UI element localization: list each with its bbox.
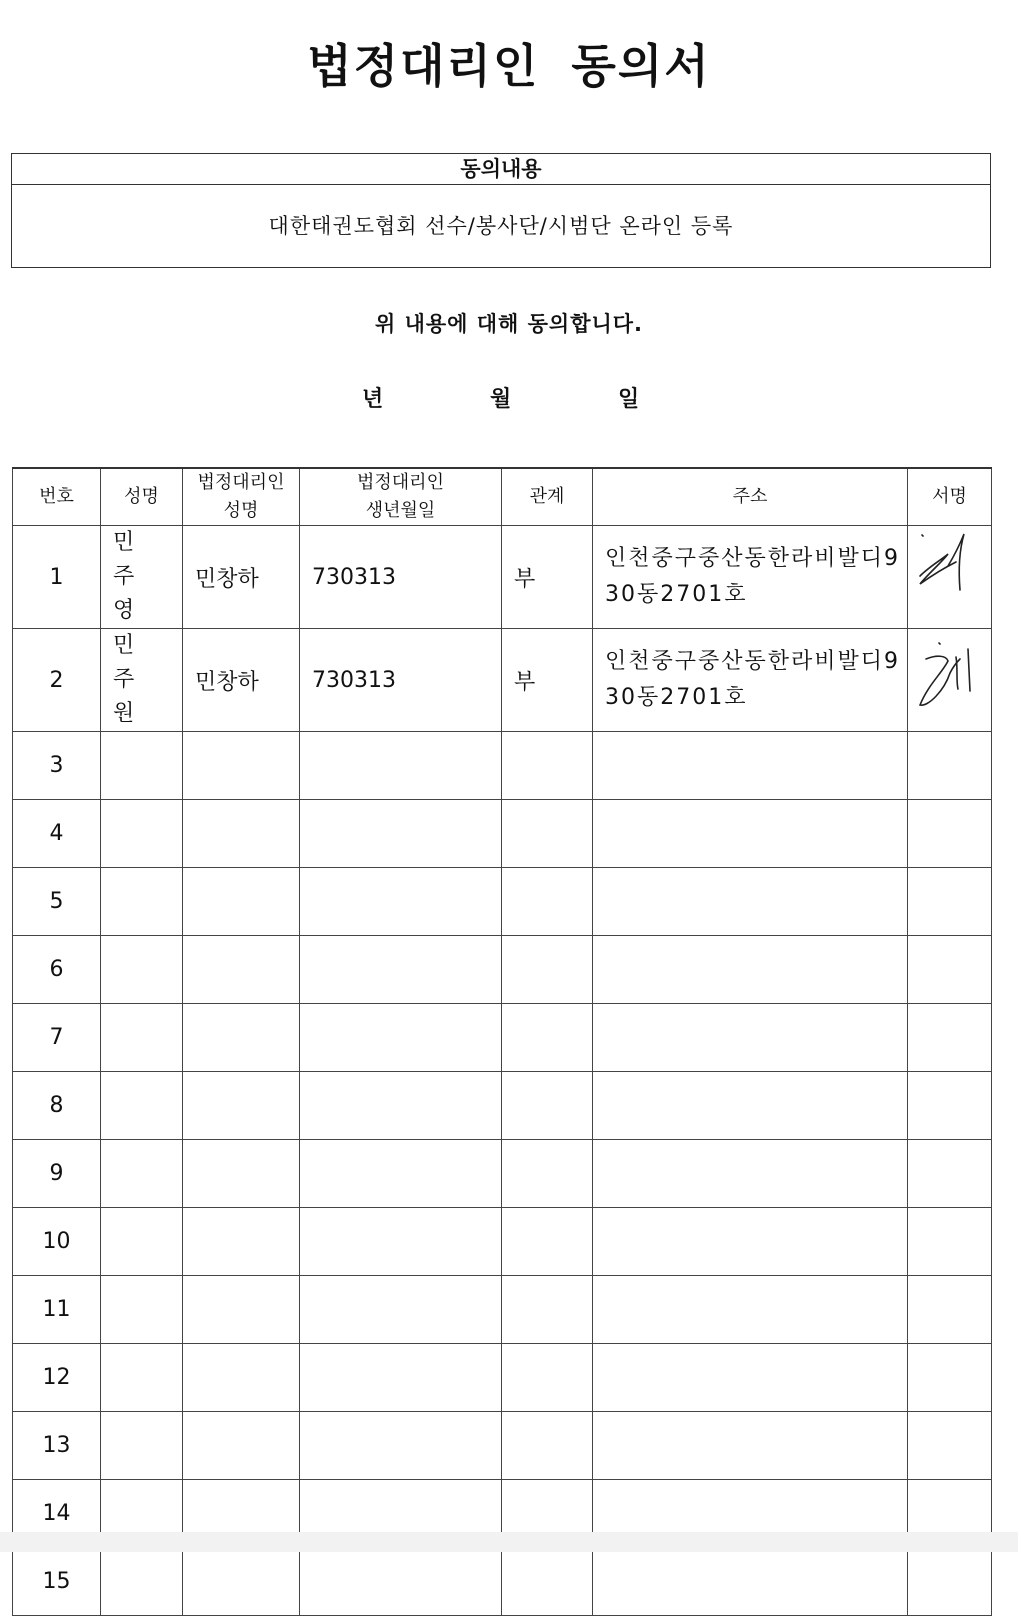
cell-guardian-birth: 730313 — [300, 629, 502, 732]
cell-guardian-name — [183, 868, 300, 936]
cell-signature — [908, 1004, 992, 1072]
cell-address — [593, 1412, 908, 1480]
cell-name — [101, 1140, 183, 1208]
cell-signature — [908, 1072, 992, 1140]
cell-number: 7 — [13, 1004, 101, 1072]
agree-statement: 위 내용에 대해 동의합니다. — [374, 312, 644, 336]
cell-relation — [502, 1140, 593, 1208]
cell-name — [101, 1548, 183, 1616]
header-label: 법정대리인 — [357, 472, 444, 493]
signature-stroke — [968, 649, 970, 691]
handwritten-signature — [908, 526, 992, 616]
table-row — [13, 1140, 992, 1208]
cell-guardian-name: 민창하 — [183, 526, 300, 629]
cell-guardian-name — [183, 1412, 300, 1480]
cell-guardian-name — [183, 936, 300, 1004]
table-row — [13, 732, 992, 800]
header-relation — [502, 468, 593, 526]
signature-stroke — [939, 643, 940, 644]
cell-guardian-birth — [300, 1276, 502, 1344]
cell-address — [593, 1344, 908, 1412]
cell-signature — [908, 1412, 992, 1480]
cell-relation — [502, 936, 593, 1004]
header-label: 주소 — [732, 486, 768, 507]
date-year-label: 년 — [362, 387, 384, 412]
table-row — [13, 1412, 992, 1480]
cell-name — [101, 732, 183, 800]
cell-signature — [908, 936, 992, 1004]
cell-address — [593, 1072, 908, 1140]
cell-signature — [908, 526, 992, 629]
header-label: 번호 — [39, 486, 74, 507]
table-row — [13, 526, 992, 629]
cell-number: 15 — [13, 1548, 101, 1616]
cell-number: 6 — [13, 936, 101, 1004]
cell-guardian-birth — [300, 936, 502, 1004]
cell-relation: 부 — [502, 526, 593, 629]
cell-address — [593, 936, 908, 1004]
cell-signature — [908, 1140, 992, 1208]
cell-guardian-name: 민창하 — [183, 629, 300, 732]
cell-guardian-birth — [300, 1548, 502, 1616]
cell-relation — [502, 800, 593, 868]
cell-signature — [908, 1208, 992, 1276]
cell-name: 민주원 — [101, 629, 183, 732]
guardian-table — [12, 467, 992, 1616]
consent-box — [11, 153, 991, 268]
header-signature — [908, 468, 992, 526]
cell-relation — [502, 868, 593, 936]
handwritten-signature — [908, 629, 992, 719]
cell-address — [593, 1004, 908, 1072]
cell-number: 9 — [13, 1140, 101, 1208]
cell-number: 12 — [13, 1344, 101, 1412]
cell-number: 1 — [13, 526, 101, 629]
cell-guardian-name — [183, 1140, 300, 1208]
cell-name — [101, 1412, 183, 1480]
cell-guardian-name — [183, 1072, 300, 1140]
cell-guardian-birth — [300, 1004, 502, 1072]
header-label: 관계 — [529, 486, 565, 507]
cell-address — [593, 1548, 908, 1616]
cell-relation — [502, 1208, 593, 1276]
cell-relation — [502, 1412, 593, 1480]
cell-relation — [502, 732, 593, 800]
cell-guardian-name — [183, 1344, 300, 1412]
header-label: 성명 — [124, 486, 159, 507]
table-row — [13, 1344, 992, 1412]
table-body — [13, 526, 992, 1616]
cell-guardian-birth — [300, 1140, 502, 1208]
cell-signature — [908, 868, 992, 936]
cell-number: 13 — [13, 1412, 101, 1480]
cell-signature — [908, 629, 992, 732]
table-row — [13, 936, 992, 1004]
cell-address — [593, 1208, 908, 1276]
cell-signature — [908, 732, 992, 800]
cell-relation: 부 — [502, 629, 593, 732]
cell-number: 14 — [13, 1480, 101, 1548]
consent-header: 동의내용 — [12, 154, 990, 185]
cell-address: 인천중구중산동한라비발디930동2701호 — [593, 629, 908, 732]
table-row — [13, 629, 992, 732]
header-name — [101, 468, 183, 526]
cell-address — [593, 1276, 908, 1344]
cell-signature — [908, 1548, 992, 1616]
table-row — [13, 1276, 992, 1344]
signature-stroke — [922, 535, 923, 536]
cell-name — [101, 800, 183, 868]
cell-signature — [908, 1344, 992, 1412]
cell-number: 2 — [13, 629, 101, 732]
cell-name: 민주영 — [101, 526, 183, 629]
page-bottom-edge — [0, 1532, 1018, 1552]
date-day-label: 일 — [618, 387, 640, 412]
cell-address — [593, 732, 908, 800]
cell-number: 5 — [13, 868, 101, 936]
table-row — [13, 1208, 992, 1276]
cell-address — [593, 800, 908, 868]
cell-name — [101, 868, 183, 936]
cell-name — [101, 1004, 183, 1072]
signature-stroke — [920, 656, 960, 705]
table-row — [13, 1548, 992, 1616]
date-line — [0, 382, 1018, 412]
header-address — [593, 468, 908, 526]
cell-signature — [908, 1276, 992, 1344]
cell-number: 3 — [13, 732, 101, 800]
header-label: 법정대리인 — [197, 472, 285, 493]
cell-guardian-name — [183, 1004, 300, 1072]
cell-signature — [908, 800, 992, 868]
table-row — [13, 868, 992, 936]
cell-guardian-birth — [300, 1344, 502, 1412]
table-row — [13, 1004, 992, 1072]
header-label-line2: 생년월일 — [365, 500, 436, 521]
table-header-row — [13, 468, 992, 526]
cell-relation — [502, 1004, 593, 1072]
cell-guardian-birth: 730313 — [300, 526, 502, 629]
cell-guardian-birth — [300, 1208, 502, 1276]
cell-name — [101, 1072, 183, 1140]
header-guardian-name — [183, 468, 300, 526]
cell-relation — [502, 1276, 593, 1344]
cell-guardian-birth — [300, 868, 502, 936]
cell-name — [101, 1344, 183, 1412]
cell-number: 8 — [13, 1072, 101, 1140]
cell-guardian-birth — [300, 800, 502, 868]
cell-relation — [502, 1548, 593, 1616]
cell-guardian-birth — [300, 1072, 502, 1140]
cell-name — [101, 936, 183, 1004]
cell-address — [593, 868, 908, 936]
cell-address: 인천중구중산동한라비발디930동2701호 — [593, 526, 908, 629]
cell-number: 4 — [13, 800, 101, 868]
document-title: 법정대리인 동의서 — [307, 39, 711, 93]
cell-guardian-name — [183, 1276, 300, 1344]
cell-guardian-birth — [300, 1412, 502, 1480]
cell-name — [101, 1276, 183, 1344]
signature-stroke — [920, 554, 956, 584]
cell-relation — [502, 1072, 593, 1140]
table-row — [13, 1072, 992, 1140]
table-row — [13, 800, 992, 868]
header-label-line2: 성명 — [223, 500, 259, 521]
header-guardian-birth — [300, 468, 502, 526]
cell-guardian-name — [183, 732, 300, 800]
consent-body: 대한태권도협회 선수/봉사단/시범단 온라인 등록 — [268, 214, 734, 238]
header-no — [13, 468, 101, 526]
date-month-label: 월 — [490, 387, 512, 412]
header-label: 서명 — [932, 486, 967, 507]
cell-guardian-name — [183, 1208, 300, 1276]
cell-address — [593, 1140, 908, 1208]
cell-number: 11 — [13, 1276, 101, 1344]
cell-guardian-birth — [300, 732, 502, 800]
cell-relation — [502, 1344, 593, 1412]
cell-name — [101, 1208, 183, 1276]
cell-guardian-name — [183, 800, 300, 868]
cell-number: 10 — [13, 1208, 101, 1276]
cell-guardian-name — [183, 1548, 300, 1616]
